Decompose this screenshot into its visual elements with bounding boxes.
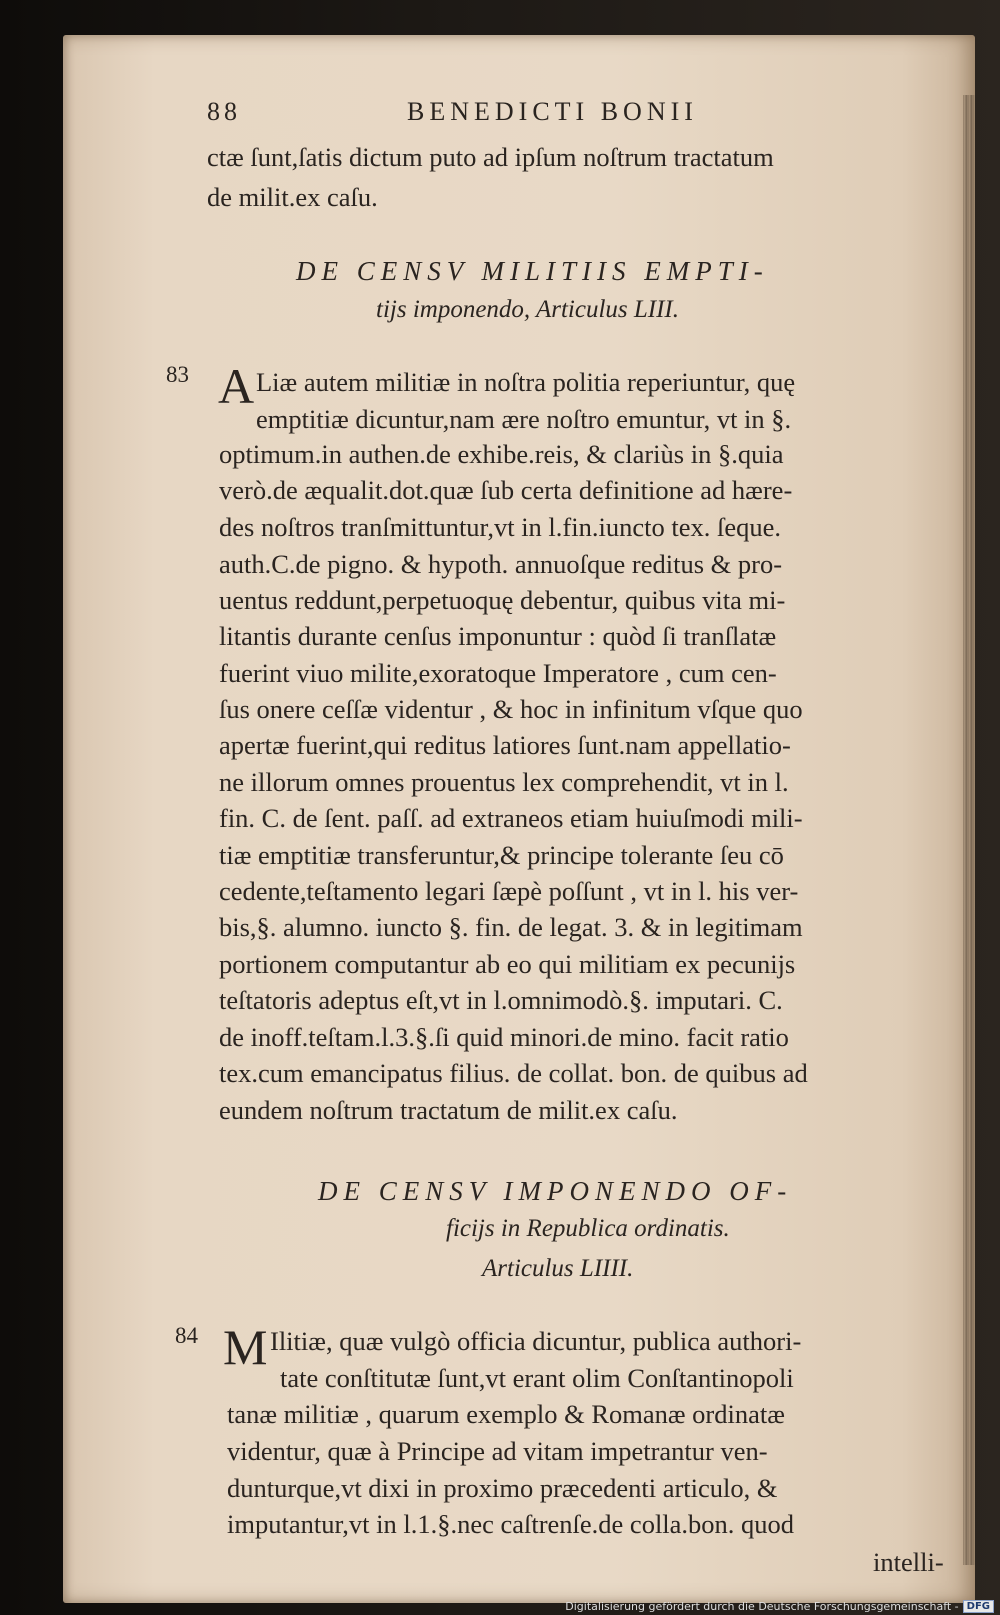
article-53-line: de inoff.teſtam.l.3.§.ſi quid minori.de mino. facit ratio [219,1022,789,1052]
article-53-heading-2: tijs imponendo, Articulus LIII. [376,296,680,323]
article-54-line: tate conſtitutæ ſunt,vt erant olim Conſtantinopoli [280,1363,794,1393]
article-54-heading-2: ficijs in Republica ordinatis. [446,1215,730,1242]
running-head [207,97,947,133]
article-54-line: imputantur,vt in l.1.§.nec caſtrenſe.de colla.bon. quod [227,1509,795,1539]
article-53-line: emptitiæ dicuntur,nam ære noſtro emuntur, vt in §. [256,404,792,434]
article-54-heading-3: Articulus LIIII. [482,1255,634,1282]
article-53-line: tiæ emptitiæ transferuntur,& principe tolerante ſeu cō [219,840,784,870]
article-53-line: tex.cum emancipatus filius. de collat. bon. de quibus ad [219,1058,808,1088]
margin-number-83: 83 [166,362,189,387]
intro-line-2: de milit.ex caſu. [207,182,378,212]
intro-line-1: ctæ ſunt,ſatis dictum puto ad ipſum noſtrum tractatum [207,142,774,172]
digitization-credit [565,1600,994,1613]
article-53-line: bis,§. alumno. iuncto §. fin. de legat. 3. & in legitimam [219,912,803,942]
article-53-line: ne illorum omnes prouentus lex comprehendit, vt in l. [219,767,789,797]
article-53-line: fuerint viuo milite,exoratoque Imperatore , cum cen- [219,658,777,688]
credit-text: Digitalisierung gefördert durch die Deutsche Forschungsgemeinschaft - [565,1600,959,1613]
article-53-line: teſtatoris adeptus eſt,vt in l.omnimodò.§. imputari. C. [219,985,783,1015]
drop-cap-m: M [223,1319,268,1375]
article-54-line-0: Ilitiæ, quæ vulgò officia dicuntur, publica authori- [270,1326,802,1356]
dfg-logo-icon: DFG [963,1600,994,1613]
article-54-heading-1: DE CENSV IMPONENDO OF- [318,1176,793,1206]
article-53-line: verò.de æqualit.dot.quæ ſub certa definitione ad hære- [219,475,793,505]
article-53-line: apertæ fuerint,qui reditus latiores ſunt.nam appellatio- [219,730,791,760]
article-53-line: ſus onere ceſſæ videntur , & hoc in infinitum vſque quo [219,694,803,724]
article-53-line: des noſtros tranſmittuntur,vt in l.fin.iuncto tex. ſeque. [219,512,781,542]
article-53-line: portionem computantur ab eo qui militiam ex pecunijs [219,949,796,979]
article-53-line: optimum.in authen.de exhibe.reis, & clariùs in §.quia [219,439,784,469]
article-53-line-0: Liæ autem militiæ in noſtra politia reperiuntur, quę [256,367,796,397]
article-53-heading-1: DE CENSV MILITIIS EMPTI- [296,256,769,286]
drop-cap-a: A [218,358,255,414]
running-title: BENEDICTI BONII [407,97,698,126]
article-53-line: fin. C. de ſent. paſſ. ad extraneos etiam huiuſmodi mili- [219,803,803,833]
article-54-line: videntur, quæ à Principe ad vitam impetrantur ven- [227,1436,768,1466]
article-53-line: uentus reddunt,perpetuoquę debentur, quibus vita mi- [219,585,786,615]
article-53-line: auth.C.de pigno. & hypoth. annuoſque reditus & pro- [219,549,783,579]
margin-number-84: 84 [175,1323,198,1348]
page-edge-shadow [963,95,975,1565]
article-53-line: eundem noſtrum tractatum de milit.ex caſu. [219,1095,678,1125]
article-53-line: litantis durante cenſus imponuntur : quòd ſi tranſlatæ [219,621,777,651]
page-number: 88 [207,97,241,126]
article-53-line: cedente,teſtamento legari ſæpè poſſunt , vt in l. his ver- [219,876,799,906]
article-54-line: dunturque,vt dixi in proximo præcedenti articulo, & [227,1473,778,1503]
catchword: intelli- [873,1547,944,1577]
article-54-line: tanæ militiæ , quarum exemplo & Romanæ ordinatæ [227,1399,785,1429]
